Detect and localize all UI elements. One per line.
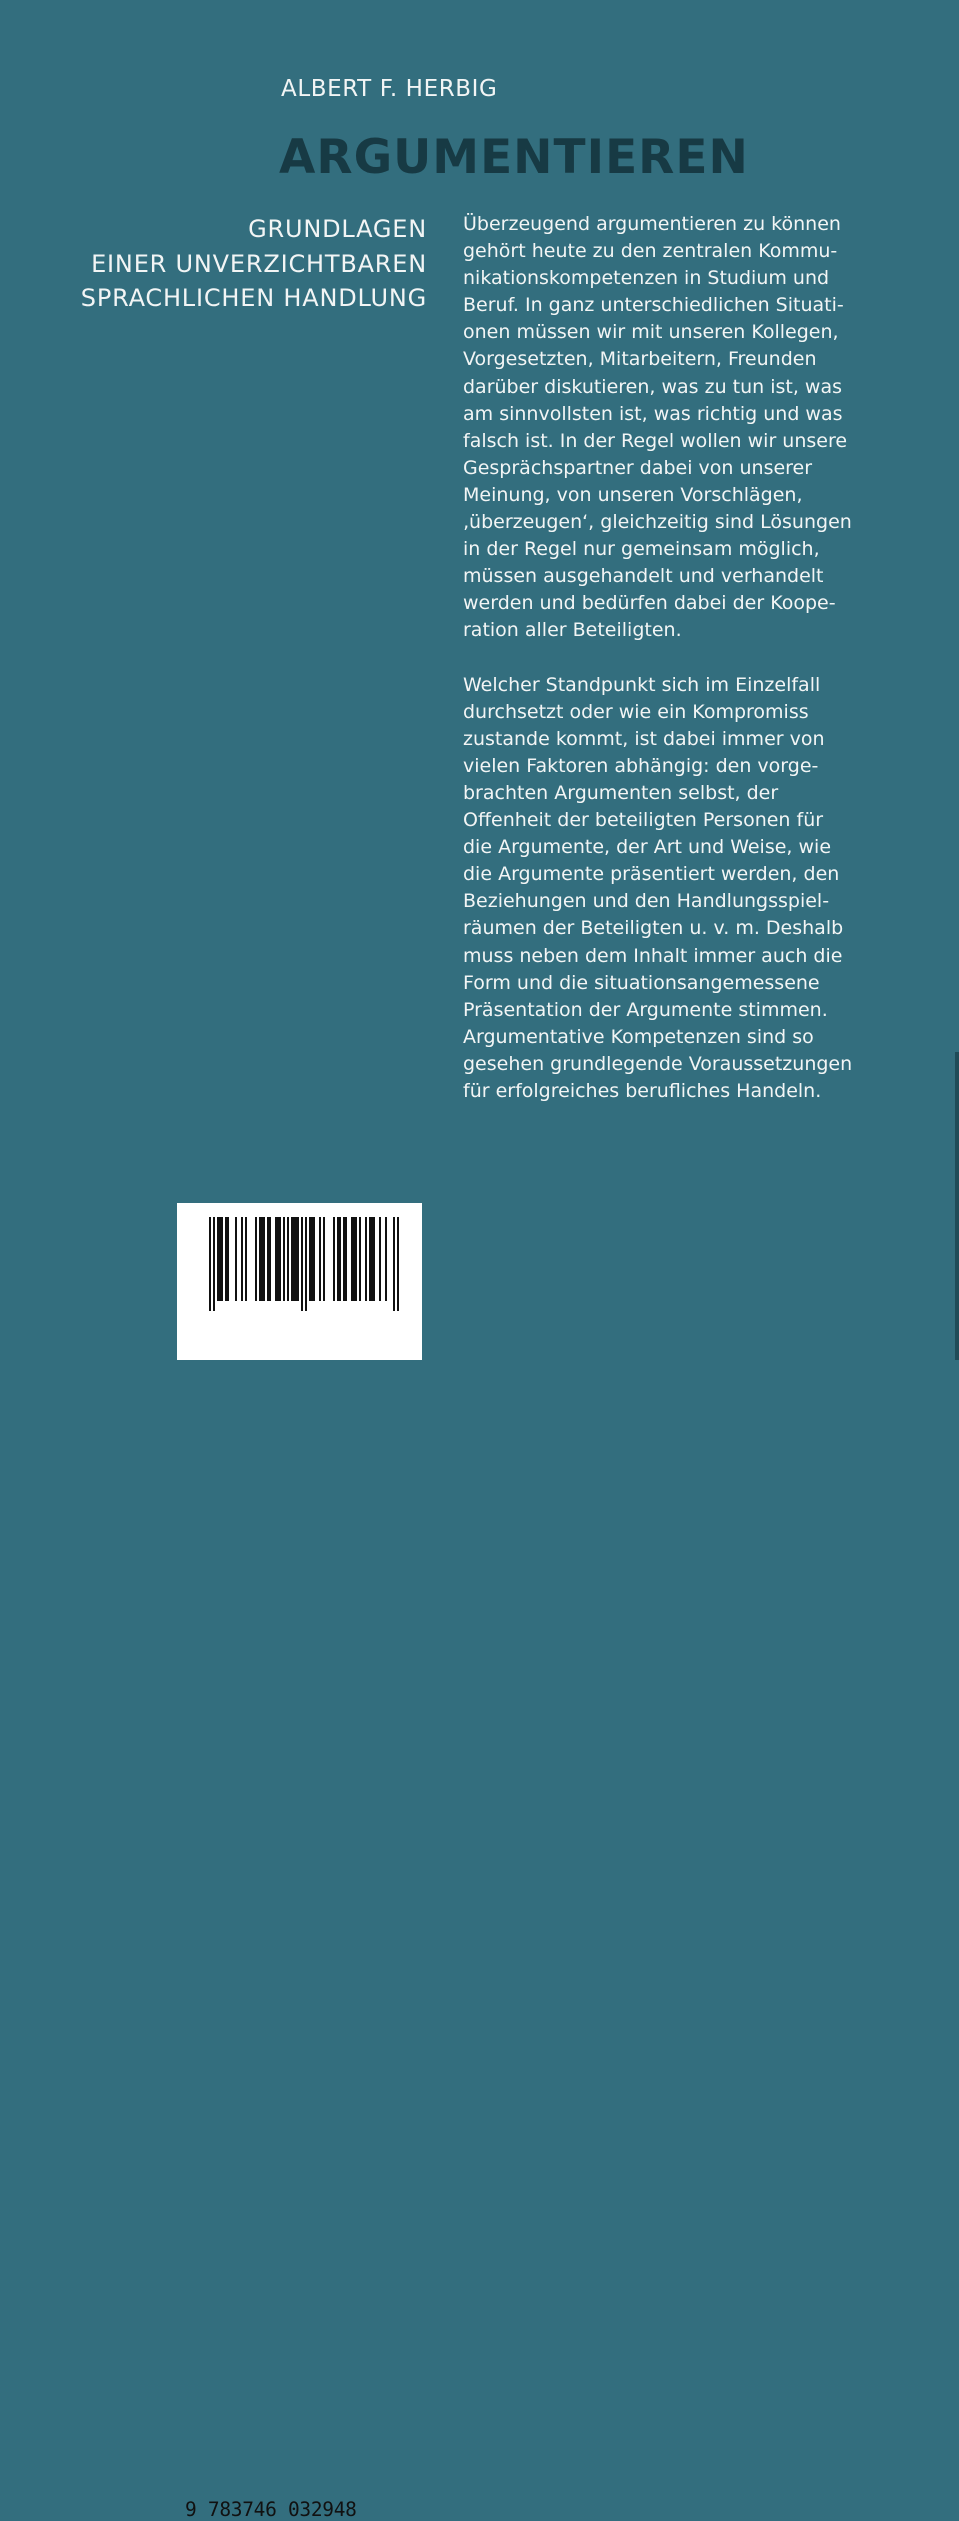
barcode-bar [365,1217,367,1301]
barcode-bar [227,1217,229,1301]
spine-edge-strip [955,1052,959,1360]
blurb-line: werden und bedürfen dabei der Koope- [463,592,836,615]
barcode-bar [279,1217,281,1301]
barcode-bar [373,1217,375,1301]
barcode-bar [255,1217,257,1301]
barcode-bar [305,1217,307,1311]
blurb-line: gehört heute zu den zentralen Kommu- [463,240,838,263]
blurb-line: die Argumente, der Art und Weise, wie [463,836,832,859]
blurb-paragraph [463,211,923,645]
barcode-bar [333,1217,335,1301]
barcode-bars [177,1203,422,1360]
blurb-line: vielen Faktoren abhängig: den vorge- [463,754,819,777]
blurb-line: Form und die situationsangemessene [463,971,820,994]
barcode-bar [235,1217,237,1301]
barcode-bar [221,1217,223,1301]
blurb-line: falsch ist. In der Regel wollen wir unsere [463,429,848,452]
blurb-paragraph [463,672,923,1106]
blurb-line: Gesprächspartner dabei von unserer [463,456,813,479]
blurb-line: müssen ausgehandelt und verhandelt [463,565,824,588]
subtitle-line: GRUNDLAGEN [248,215,427,243]
blurb-line: Präsentation der Argumente stimmen. [463,998,828,1021]
blurb-line: räumen der Beteiligten u. v. m. Deshalb [463,917,844,940]
barcode-bar [397,1217,399,1311]
barcode-bar [353,1217,355,1301]
barcode-bar [269,1217,271,1301]
barcode-bar [213,1217,215,1311]
book-subtitle [81,212,427,316]
blurb-line: durchsetzt oder wie ein Kompromiss [463,700,809,723]
subtitle-line: SPRACHLICHEN HANDLUNG [80,284,427,312]
barcode-bar [259,1217,261,1301]
barcode-bar [291,1217,293,1301]
blurb-text [463,211,923,1105]
subtitle-line: EINER UNVERZICHTBAREN [91,249,427,278]
barcode-bar [301,1217,303,1311]
barcode-bar [393,1217,395,1311]
barcode-bar [293,1217,295,1301]
barcode-bar [323,1217,325,1301]
barcode-bar [283,1217,285,1301]
barcode-bar [309,1217,311,1301]
blurb-line: brachten Argumenten selbst, der [463,781,779,804]
barcode-bar [287,1217,289,1301]
blurb-line: die Argumente präsentiert werden, den [463,863,840,886]
blurb-line: Offenheit der beteiligten Personen für [463,809,824,832]
blurb-line: Welcher Standpunkt sich im Einzelfall [463,673,821,696]
blurb-line: Argumentative Kompetenzen sind so [463,1025,814,1048]
blurb-line: am sinnvollsten ist, was richtig und was [463,402,843,425]
isbn-barcode-label [177,1203,422,2521]
book-title: ARGUMENTIEREN [279,130,749,185]
barcode-bar [245,1217,247,1301]
blurb-line: darüber diskutieren, was zu tun ist, was [463,375,843,398]
blurb-line: gesehen grundlegende Voraussetzungen [463,1052,853,1075]
barcode-bar [371,1217,373,1301]
barcode-bar [339,1217,341,1301]
barcode-bar [295,1217,297,1301]
barcode-bar [313,1217,315,1301]
barcode-bar [311,1217,313,1301]
blurb-line: nikationskompetenzen in Studium und [463,267,830,290]
blurb-line: Überzeugend argumentieren zu können [463,213,841,235]
barcode-bar [345,1217,347,1301]
barcode-bar [261,1217,263,1301]
barcode-bar [369,1217,371,1301]
barcode-bar [359,1217,361,1301]
blurb-line: zustande kommt, ist dabei immer von [463,727,825,750]
barcode-bar [241,1217,243,1301]
blurb-line: in der Regel nur gemeinsam möglich, [463,538,820,561]
barcode-bar [225,1217,227,1301]
blurb-line: Meinung, von unseren Vorschlägen, [463,483,803,506]
blurb-line: onen müssen wir mit unseren Kollegen, [463,321,839,344]
barcode-bar [217,1217,219,1301]
barcode-bar [297,1217,299,1301]
barcode-bar [337,1217,339,1301]
barcode-bar [263,1217,265,1301]
barcode-bar [277,1217,279,1301]
barcode-bar [343,1217,345,1301]
isbn-digits: 9 783746 032948 [185,2498,357,2521]
blurb-line: für erfolgreiches berufliches Handeln. [463,1080,822,1102]
barcode-bar [355,1217,357,1301]
blurb-line: Beziehungen und den Handlungsspiel- [463,890,830,913]
blurb-line: Vorgesetzten, Mitarbeitern, Freunden [463,348,817,371]
blurb-line: ‚überzeugen‘, gleichzeitig sind Lösungen [463,511,852,534]
barcode-bar [275,1217,277,1301]
barcode-bar [379,1217,381,1301]
blurb-line: Beruf. In ganz unterschiedlichen Situati- [463,294,844,317]
barcode-bar [385,1217,387,1301]
author-name: ALBERT F. HERBIG [281,76,498,102]
barcode-bar [267,1217,269,1301]
blurb-line: ration aller Beteiligten. [463,619,682,642]
barcode-bar [351,1217,353,1301]
blurb-line: muss neben dem Inhalt immer auch die [463,944,843,967]
barcode-bar [209,1217,211,1311]
barcode-bar [219,1217,221,1301]
barcode-bar [319,1217,321,1301]
